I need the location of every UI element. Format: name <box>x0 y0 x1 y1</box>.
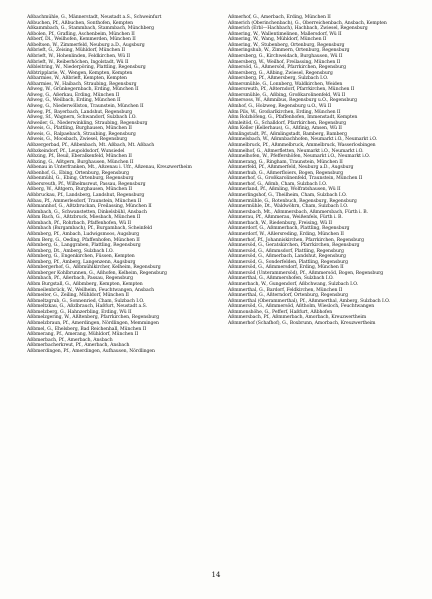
directory-entry: Aßmmersöd (Unterammersöd), Pf., Aßmmersöd, Bogen, Regensburg <box>228 270 384 276</box>
directory-entry: Aßbmel, G., Ehelsberg, Bad Reichenhall, München II <box>27 326 147 332</box>
directory-entry: Aßweg, Pf., Bayerbach, Landshut, Regensburg <box>27 109 133 115</box>
directory-entry: Aßmersöd, G., Aßmersöd, Pfarrkirchen, Regensburg <box>228 65 347 71</box>
directory-entry: Aßmmersöd, G., Sonderfelden, Plattling, Regensburg <box>228 259 348 265</box>
directory-entry: Aßbenmühl, G., Ebing, Ortenburg, Regensburg <box>27 176 134 182</box>
directory-entry: Aßbzing, G., Aßtgern, Burghausen, München II <box>27 159 134 165</box>
directory-entry: Aßbmerdingen, Pf., Amerdingen, Aufhausen, Nördlingen <box>27 348 155 354</box>
page-number: 14 <box>211 571 221 579</box>
directory-entry: Aßbm Berg, G., Oeding, Pfaffenhofen, München II <box>27 237 140 243</box>
directory-entry: Aßmmerhof, G., Aßmb, Cham, Sulzbach I.O. <box>228 181 327 187</box>
directory-entry: Aßmmerthal, G., Aßterndorf, Ortenburg, Regensburg <box>228 293 349 299</box>
directory-entry: Aßbau, Pf., Ammerlesdorf, Traunstein, München II <box>27 198 142 204</box>
directory-entry: Aßmlingstadt, Pf., Aßmlingstadt, Bamberg, Bamberg <box>228 131 347 137</box>
directory-entry: Aßmmerau, Pf., Aßmmerau, Weißenfels, Fürth i. B. <box>228 215 343 221</box>
directory-entry: Aßbmeltzgrub, G., Sonnenried, Cham, Sulzbach I.O. <box>27 298 145 304</box>
directory-entry: Aßbmbach, Pf., Rohrbach, Pfaffenhofen, Wü II <box>27 220 132 226</box>
directory-entry: Aßmmermühle, G., Rotenbuch, Regensburg, Regensburg <box>228 198 357 204</box>
directory-entry: Aßweg, Sf., Wagnern, Schwandorf, Sulzbach I.O. <box>27 115 137 121</box>
directory-entry: Aßbolen, Pf., Grafling, Aschenbeim, München II <box>27 31 135 37</box>
directory-entry: Aßbeltsen, W., Zimmerfeld, Neuburg a.D., Augsburg <box>27 42 145 48</box>
directory-entry: Aßweg, G., Niederwöllston, Traunstein, München II <box>27 104 144 109</box>
directory-entry: Aßmmerbach, W., Gungendorf, Aßbchwang, Sulzbach I.O. <box>228 282 359 287</box>
directory-entry: Aßmmerfeld, Pf., Aßmmerfeld, Neuburg a.D., Augsburg <box>228 165 354 171</box>
directory-entry: Aßmeringshub, W., Zimmern, Ortenburg, Regensburg <box>228 48 350 54</box>
directory-entry: Aßmmerland, Pf., Aßmling, Wolfratshausen, Wü II <box>228 187 341 193</box>
directory-entry: Aßbmbergerhof, G., Aßbmühlkircher, Kelheim, Regensburg <box>27 265 161 271</box>
directory-entry: Aßbmberg, Dt., Amberg, Sulzbach I.O. <box>27 248 114 254</box>
directory-entry: Aßbuchen, Pf., Aßbuchen, Sonthofen, Kempten <box>27 20 133 26</box>
directory-entry: Aßbmbach, G., Schwanstetten, Dinkelsbühl, Ansbach <box>27 209 147 215</box>
directory-entry: Aßmmersöd, G., Aßmerbach, Landshut, Regensburg <box>228 254 346 260</box>
directory-entry: Aßmering, W., Wang, Mühldorf, München II <box>228 37 327 43</box>
directory-entry: Aßmmerdorf, G., Aßmmerbach, Plattling, Regensburg <box>228 226 350 232</box>
directory-entry: Aßmmerhof, Pf., Johanniskirchen, Pfarrkirchen, Regensburg <box>228 237 364 243</box>
directory-entry: Aßweg, G., Weilbach, Erding, München II <box>27 98 121 104</box>
left-column <box>27 15 215 354</box>
directory-entry: Aßbmelzbraun, Pf., Amerdingen, Nördlingen, Memmingen <box>27 320 159 326</box>
directory-entry: Aßbmberg, Pf., Amberg, Langenzenn, Augsburg <box>27 259 136 265</box>
directory-entry: Aßbmeilenbrück, W., Weilheim, Feuchtwangen, Ansbach <box>27 287 155 293</box>
directory-entry: Aßbm Burgstall, G., Aßbmberg, Kempten, Kempten <box>27 282 143 287</box>
directory-entry: Aßweis, G., Plattling, Burghausen, München II <box>27 126 132 132</box>
directory-entry: Aßbrieft, G., Zeising, Mühldorf, München II <box>27 48 126 54</box>
directory-entry: Aßbleitring, W., Niederpöring, Plattling, Regensburg <box>27 65 146 71</box>
directory-entry: Aßmersberg, W., Weilhof, Freilassing, München II <box>228 59 341 65</box>
directory-entry: Aßbbruckau, Pf., Landsberg, Landshut, Regensburg <box>27 193 145 198</box>
directory-entry: Aßweg, W., Grünkegernbach, Erding, München II <box>27 87 139 93</box>
directory-entry: Aßbzkeindorf, Pf., Leupoldsdorf, Wunsiedel <box>27 148 125 154</box>
directory-entry: Aßm Rolzhöfeng, G., Pfaffenhofen, Immenstadt, Kempten <box>228 115 358 121</box>
directory-entry: Aßmerhof, G., Amerbach, Erding, München II <box>228 15 331 20</box>
directory-entry: Aßmmerdorf, W., Aßlersreding, Erding, München II <box>228 231 344 237</box>
directory-entry: Aßmersberg, G., Aßbing, Zwiesel, Regensburg <box>228 70 333 76</box>
directory-entry: Aßmhof, G., Holzweg, Regensburg u.O., Wü II <box>228 104 332 109</box>
directory-entry: Aßmersreuth, Pf., Aßterndorf, Pfarrkirchen, München II <box>228 87 355 93</box>
directory-entry: Aßmmersöd, G., Geratskirchen, Pfarrkirchen, Regensburg <box>228 243 360 249</box>
directory-entry: Aßmersoss, W., Aßmnibus, Regensburg u.O., Regensburg <box>228 98 358 104</box>
directory-entry: Aßmmersöd, G., Aßmmersdorf, Erding, München II <box>228 265 344 271</box>
directory-entry: Aßmmelsbach, W., Aßmnbachhofen, Neumarkt i.O., Neumarkt i.O. <box>228 137 378 143</box>
directory-entry: Aßbmbach (Burgambach), Pf., Burgambach, Scheinfeld <box>27 226 152 232</box>
directory-entry: Aßmmersbach, Pf., Aßmmerbach, Amorbach, Kreuzwertheim <box>228 315 367 321</box>
directory-entry: Aßmering, W., Stubenberg, Ortenburg, Regensburg <box>228 42 345 48</box>
directory-entry: Aßmmersbach, Mt., Aßmmersbach, Aßmmersbach, Fürth i. B. <box>228 209 368 215</box>
directory-entry: Aßmmerthal (Oberammerthal), Pf., Aßmmerthal, Amberg, Sulzbach I.O. <box>228 298 390 304</box>
directory-entry: Aßmmerhub, G., Aßmerfloiers, Bogen, Regensburg <box>228 170 344 176</box>
directory-entry: Aßbmberger Kohlbrunnen, G., Aßhofen, Kelheim, Regensburg <box>27 270 167 276</box>
directory-entry: Aßweiler, G., Niederwinkling, Straubing, Regensburg <box>27 120 148 126</box>
directory-entry: Aßmmerlingshof, G., Theilheim, Cham, Sulzbach I.O. <box>228 193 347 198</box>
directory-entry: Aßmmerthal, G., Aßmmershofen, Sulzbach I.O. <box>228 276 334 282</box>
directory-entry: Aßbmbach, Pf., Aßerbach, Passau, Regensburg <box>27 276 133 282</box>
directory-entry: Aßbmelzberg, G., Hahnzerbling, Erding, Wü II <box>27 309 132 315</box>
directory-entry: Aßbmberg, G., Engenkirchen, Füssen, Kempten <box>27 254 135 260</box>
directory-entry: Aßbmannhof, G., Aßtzbruckan, Freilassing, München II <box>27 204 152 210</box>
directory-entry: Aßbzing, Pf., Beuil, Eberalkenfeld, München II <box>27 154 132 160</box>
right-column <box>228 15 416 327</box>
directory-entry: Aßmmelhofen, W., Pfeffershöfen, Neumarkt i.O., Neumarkt i.O. <box>228 154 370 160</box>
directory-entry: Aßmmermühle, Dt., Waldwöhrn, Cham, Sulzbach I.O. <box>228 204 349 210</box>
directory-entry: Aßweis, G., Moosbach, Zwiesel, Regensburg <box>27 137 128 143</box>
directory-entry: Aßm Keller (Kellerhaus), G., Aßfinig, Amsen, Wü II <box>228 126 342 132</box>
directory-entry: Aßmmelbruck, Pf., Aßmmelbruck, Ammelbruck, Wasserlosbingen <box>228 142 376 148</box>
directory-entry: Aßbmerbacherkreut, Pf., Amerbach, Ansbach <box>27 343 130 349</box>
directory-entry: Aßbrieft, W., Reiberhöchen, Ingolstadt, Wü II <box>27 59 129 65</box>
directory-entry: Aßmmerhof, G., Großkarolinenfeld, Traunstein, München II <box>228 176 363 182</box>
directory-entry: Aßbrieft, W., Hohenlinden, Feldkirchen, Wü II <box>27 53 130 59</box>
directory-entry: Aßmmerang, G., Ringham, Traunstein, München II <box>228 159 343 165</box>
directory-entry: Aßberf, Dl., Weilhofen, Kemmerden, München II <box>27 37 136 43</box>
directory-entry: Aßbarmies, W., Haibach, Straubing, Regensburg <box>27 81 137 87</box>
directory-entry: Aßmmelhof, G., Aßmerfletten, Neumarkt i.O., Neumarkt i.O. <box>228 148 364 154</box>
directory-entry: Aßbenhof, G., Ebing, Ortenburg, Regensburg <box>27 170 129 176</box>
directory-entry: Aßmersberg, G., Kirchweidach, Burghausen, Wü II <box>228 53 343 59</box>
directory-entry: Aßmmerbach, W., Riedenburg, Freising, Wü II <box>228 220 333 226</box>
directory-entry: Aßmersberg, Pf., Aßmersberg, Sulzbach I.O. <box>228 76 329 82</box>
directory-entry: Aßmersmühle, G., Aßbing, Großkarolinenfeld, Wü II <box>228 92 346 98</box>
directory-entry: Aßmerich (Erbl—Hachbach), Hachbach, Zwiesel, Regensburg <box>228 26 368 32</box>
directory-entry: Aßbersreuth, Pf., Wilhelmsreut, Passau, Regensburg <box>27 181 146 187</box>
directory-entry: Aßmering, W., Wallentimelinen, Mallersdorf, Wü II <box>228 31 342 37</box>
directory-entry: Aßmmersöd, G., Aßmmersöd, Aßtholm, Wiesloch, Feuchtwangen <box>228 304 375 310</box>
directory-entry: Aßweg, G., Aßerkau, Erding, München II <box>27 92 120 98</box>
directory-entry: Aßbenau in Unterfranken, Mt., Aßzenau i. Ufr., Aßzenau, Kreuzwertheim <box>27 165 192 171</box>
directory-entry: Aßmmonshöhe, G., Pefferf, Haßfurt, Aßbhofen <box>228 309 333 315</box>
directory-entry: Aßmerich (Oberinchenbach), G., Oberreichenbach, Ansbach, Kempten <box>228 20 387 26</box>
directory-entry: Aßbzergerbad, Pf., Aßbenbach, Mt. Aßbach, Mt. Aßbach <box>27 142 155 148</box>
directory-entry: Aßweis, G., Ralpaebach, Straubing, Regensburg <box>27 131 136 137</box>
directory-entry: Aßbmberg, Pf., Ambach, Ludwigsmoos, Augsburg <box>27 231 140 237</box>
directory-entry: Aßkammbach, G., Stammbach, Stammbach, Münchberg <box>27 26 154 32</box>
directory-entry: Aßmmerthal, G., Bardorf, Feldkirchen, München II <box>228 287 343 293</box>
directory-entry: Aßbmerbach, Pf., Amerbach, Ansbach <box>27 337 113 343</box>
directory-entry: Aßbachmühle, G., Männerstadt, Neustadt a.S., Schweinfurt <box>27 15 162 20</box>
directory-entry: Aßbmelzgering, W., Aßltenberg, Pfarrkirchen, Regensburg <box>27 315 160 321</box>
directory-entry: Aßmmerhof (Schafhof), G., Boxbrunn, Amorbach, Kreuzwertheim <box>228 320 376 326</box>
directory-entry: Aßberg, W., Aßtgern, Burghausen, München II <box>27 187 132 193</box>
directory-entry: Aßmersmühle, G., Lonnberg, Waldkirchen, Weiden <box>228 81 343 87</box>
directory-entry: Aßbtripplarie, W., Wengen, Kempten, Kempten <box>27 70 133 76</box>
directory-entry: Aßbmberg, G., Langgraben, Plattling, Regensburg <box>27 243 141 249</box>
directory-entry: Aßbmerang, Pf., Amerang, Mühldorf, München II <box>27 332 139 338</box>
directory-entry: Aßbmeiter, G., Zeiling, Mühldorf, München II <box>27 293 129 299</box>
directory-entry: Aßbarmies, W., Aßbrieft, Kempten, Kempten <box>27 76 127 82</box>
directory-entry: Aßm Pils, W., Großarlkirchen, Erding, München II <box>228 109 341 115</box>
directory-entry: Aßbm Bach, G., Aßtzbruck, Miesbach, München II <box>27 215 141 221</box>
directory-entry: Aßmleitöd, G., Schalldorf, Pfarrkirchen, Regensburg <box>228 120 347 126</box>
directory-entry: Aßbmeltzkau, G., Aßzlbrauch, Haßfurt, Neustadt a.S. <box>27 304 147 310</box>
directory-entry: Aßmmersöd, G., Aßmmsdorf, Plattling, Regensburg <box>228 248 344 254</box>
